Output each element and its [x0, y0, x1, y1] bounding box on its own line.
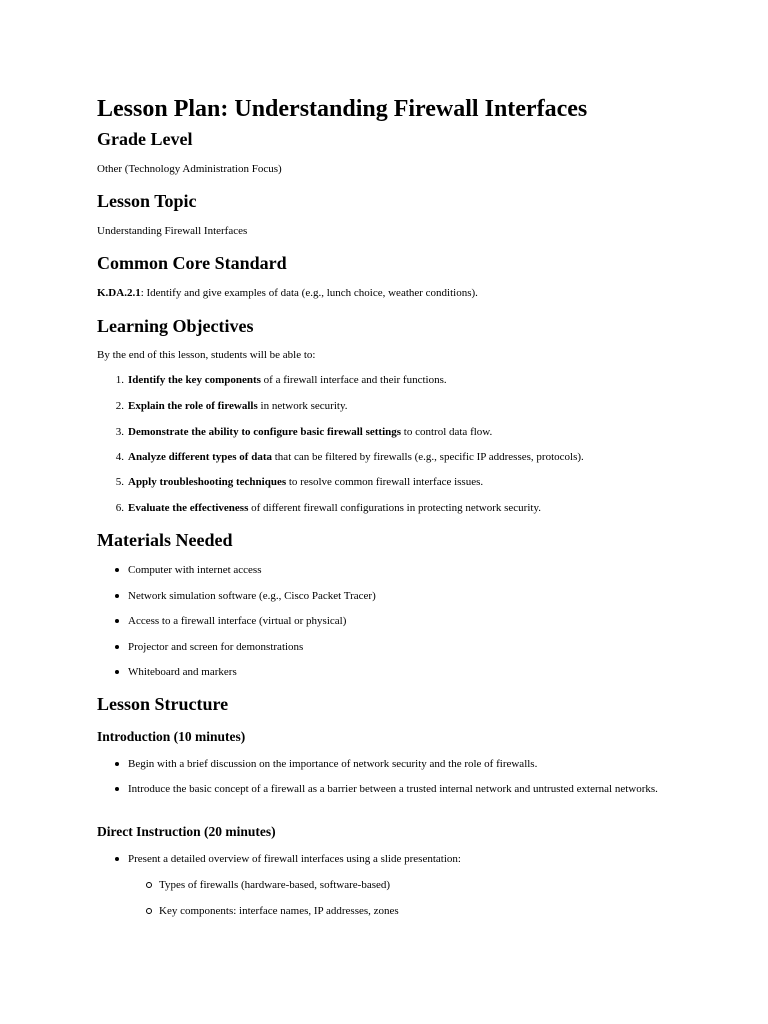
material-item: Access to a firewall interface (virtual or physical)	[128, 614, 708, 628]
introduction-item: Introduce the basic concept of a firewall as a barrier between a trusted internal network and untrusted external networks.	[128, 782, 708, 796]
structure-heading: Lesson Structure	[97, 694, 229, 714]
material-item: Whiteboard and markers	[128, 665, 708, 679]
material-item: Computer with internet access	[128, 563, 708, 577]
direct-instruction-subitem: Types of firewalls (hardware-based, software-based)	[159, 878, 708, 892]
objective-item: 6. Evaluate the effectiveness of different firewall configurations in protecting network security.	[115, 502, 541, 514]
bullet-icon	[115, 857, 119, 861]
standard-heading: Common Core Standard	[97, 253, 287, 273]
objective-item: 2. Explain the role of firewalls in network security.	[115, 400, 348, 412]
standard-code: K.DA.2.1	[97, 287, 141, 299]
bullet-icon	[115, 762, 119, 766]
objective-item: 4. Analyze different types of data that can be filtered by firewalls (e.g., specific IP addresses, protocols).	[115, 451, 584, 463]
lesson-topic-heading: Lesson Topic	[97, 191, 197, 211]
introduction-heading: Introduction (10 minutes)	[97, 729, 246, 744]
circle-bullet-icon	[146, 882, 152, 888]
page-title: Lesson Plan: Understanding Firewall Interfaces	[97, 96, 588, 122]
bullet-icon	[115, 594, 119, 598]
objective-item: 5. Apply troubleshooting techniques to resolve common firewall interface issues.	[115, 476, 484, 488]
bullet-icon	[115, 670, 119, 674]
introduction-item: Begin with a brief discussion on the importance of network security and the role of firewalls.	[128, 757, 708, 771]
circle-bullet-icon	[146, 908, 152, 914]
direct-instruction-heading: Direct Instruction (20 minutes)	[97, 824, 276, 839]
bullet-icon	[115, 568, 119, 572]
grade-level-text: Other (Technology Administration Focus)	[97, 163, 282, 175]
standard-text	[97, 286, 708, 300]
standard-description: : Identify and give examples of data (e.g., lunch choice, weather conditions).	[140, 287, 478, 299]
materials-heading: Materials Needed	[97, 530, 233, 550]
material-item: Projector and screen for demonstrations	[128, 640, 708, 654]
bullet-icon	[115, 619, 119, 623]
bullet-icon	[115, 645, 119, 649]
grade-level-heading: Grade Level	[97, 129, 193, 149]
objectives-intro: By the end of this lesson, students will be able to:	[97, 349, 316, 361]
direct-instruction-subitem: Key components: interface names, IP addresses, zones	[159, 904, 708, 918]
objectives-heading: Learning Objectives	[97, 316, 254, 336]
direct-instruction-item: Present a detailed overview of firewall interfaces using a slide presentation:	[128, 852, 708, 866]
objective-item: 1. Identify the key components of a firewall interface and their functions.	[115, 374, 447, 386]
lesson-topic-text: Understanding Firewall Interfaces	[97, 225, 248, 237]
material-item: Network simulation software (e.g., Cisco Packet Tracer)	[128, 589, 708, 603]
objective-item: 3. Demonstrate the ability to configure basic firewall settings to control data flow.	[115, 426, 493, 438]
bullet-icon	[115, 787, 119, 791]
